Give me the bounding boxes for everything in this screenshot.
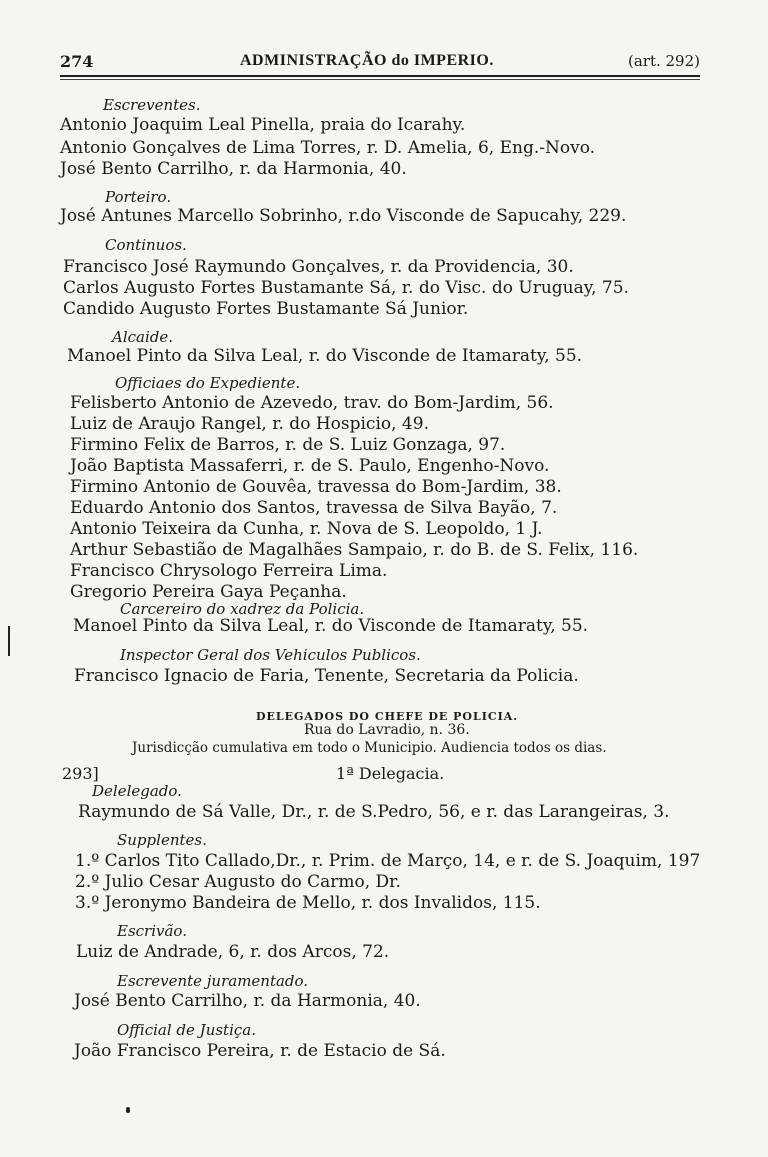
section-heading: DELEGADOS DO CHEFE DE POLICIA. [256, 710, 519, 723]
category-supplentes: Supplentes. [117, 831, 207, 849]
entry-line: Antonio Gonçalves de Lima Torres, r. D. Amelia, 6, Eng.-Novo. [60, 138, 596, 158]
header-rule-thin [60, 79, 700, 80]
page-header [60, 52, 700, 74]
entry-line: Antonio Joaquim Leal Pinella, praia do Icarahy. [60, 115, 466, 135]
margin-mark [8, 626, 10, 656]
entry-line: José Antunes Marcello Sobrinho, r.do Visconde de Sapucahy, 229. [60, 206, 627, 226]
section-address: Rua do Lavradio, n. 36. [304, 722, 470, 738]
entry-line: Luiz de Araujo Rangel, r. do Hospicio, 49. [70, 414, 429, 434]
entry-line: Manoel Pinto da Silva Leal, r. do Visconde de Itamaraty, 55. [73, 616, 589, 636]
entry-line: José Bento Carrilho, r. da Harmonia, 40. [74, 991, 421, 1011]
entry-line: Raymundo de Sá Valle, Dr., r. de S.Pedro, 56, e r. das Larangeiras, 3. [78, 802, 670, 822]
category-escrevente-juramentado: Escrevente juramentado. [117, 972, 309, 990]
running-title: ADMINISTRAÇÃO do IMPERIO. [240, 52, 494, 69]
entry-line: 1.º Carlos Tito Callado,Dr., r. Prim. de Março, 14, e r. de S. Joaquim, 197 [75, 851, 701, 871]
category-alcaide: Alcaide. [112, 328, 174, 346]
entry-line: Arthur Sebastião de Magalhães Sampaio, r. do B. de S. Felix, 116. [70, 540, 639, 560]
category-escrivao: Escrivão. [117, 922, 187, 940]
entry-line: Manoel Pinto da Silva Leal, r. do Visconde de Itamaraty, 55. [67, 346, 583, 366]
entry-line: João Francisco Pereira, r. de Estacio de Sá. [74, 1041, 446, 1061]
entry-line: Eduardo Antonio dos Santos, travessa de Silva Bayão, 7. [70, 498, 558, 518]
entry-line: 3.º Jeronymo Bandeira de Mello, r. dos Invalidos, 115. [75, 893, 541, 913]
ink-spot [126, 1107, 130, 1113]
category-officiaes: Officiaes do Expediente. [115, 374, 301, 392]
entry-line: Carlos Augusto Fortes Bustamante Sá, r. do Visc. do Uruguay, 75. [63, 278, 629, 298]
page-number: 274 [60, 52, 94, 71]
category-escreventes: Escreventes. [103, 96, 201, 114]
section-jurisdiction: Jurisdicção cumulativa em todo o Municipio. Audiencia todos os dias. [132, 740, 607, 756]
entry-line: Francisco José Raymundo Gonçalves, r. da Providencia, 30. [63, 257, 574, 277]
entry-line: Francisco Ignacio de Faria, Tenente, Secretaria da Policia. [74, 666, 579, 686]
entry-line: José Bento Carrilho, r. da Harmonia, 40. [60, 159, 407, 179]
category-delegado: Delelegado. [92, 782, 182, 800]
entry-line: Gregorio Pereira Gaya Peçanha. [70, 582, 347, 602]
entry-line: 2.º Julio Cesar Augusto do Carmo, Dr. [75, 872, 401, 892]
section-number: 293] [62, 764, 99, 783]
category-porteiro: Porteiro. [105, 188, 172, 206]
header-rule [60, 75, 700, 77]
article-reference: (art. 292) [627, 52, 700, 70]
delegacia-title: 1ª Delegacia. [336, 764, 445, 783]
entry-line: Felisberto Antonio de Azevedo, trav. do Bom-Jardim, 56. [70, 393, 554, 413]
entry-line: Francisco Chrysologo Ferreira Lima. [70, 561, 388, 581]
entry-line: Firmino Antonio de Gouvêa, travessa do Bom-Jardim, 38. [70, 477, 562, 497]
entry-line: João Baptista Massaferri, r. de S. Paulo, Engenho-Novo. [70, 456, 550, 476]
entry-line: Luiz de Andrade, 6, r. dos Arcos, 72. [76, 942, 390, 962]
category-inspector: Inspector Geral dos Vehiculos Publicos. [120, 646, 421, 664]
category-carcereiro: Carcereiro do xadrez da Policia. [120, 600, 365, 618]
entry-line: Firmino Felix de Barros, r. de S. Luiz Gonzaga, 97. [70, 435, 506, 455]
category-continuos: Continuos. [105, 236, 187, 254]
entry-line: Antonio Teixeira da Cunha, r. Nova de S. Leopoldo, 1 J. [70, 519, 543, 539]
category-official-justica: Official de Justiça. [117, 1021, 256, 1039]
entry-line: Candido Augusto Fortes Bustamante Sá Junior. [63, 299, 469, 319]
